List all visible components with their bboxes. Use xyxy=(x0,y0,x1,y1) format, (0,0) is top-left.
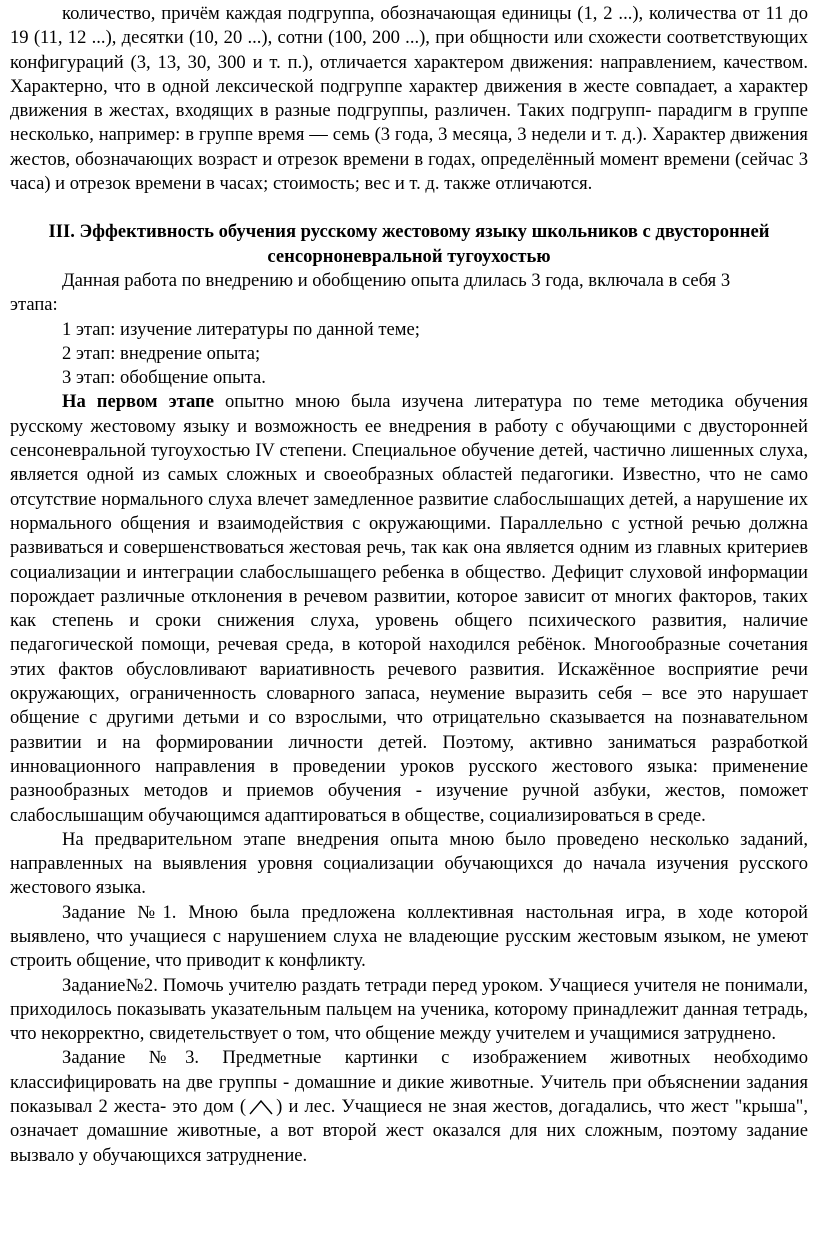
stage-item-3: 3 этап: обобщение опыта. xyxy=(62,367,266,389)
first-stage-lead: На первом этапе xyxy=(62,391,214,413)
first-stage-text: опытно мною была изучена литература по теме методика обучения русскому жестовому языку и возможность ее внедрения в работу с обучающими с двусторонней сенсоневральной тугоухостью IV степени. Специальное обучение детей, частично лишенных слуха, является одной из самых сложных и своеобразных областей педагогики. Известно, что не само отсутствие нормального слуха влечет замедленное развитие слабослышащих детей, а нарушение их нормального общения и взаимодействия с окружающими. Параллельно с устной речью должна развиваться и совершенствоваться жестовая речь, так как она является одним из главных критериев социализации и интеграции слабослышащего ребенка в общество. Дефицит слуховой информации порождает различные отклонения в речевом развитии, которое зависит от многих факторов, таких как степень и сроки снижения слуха, уровень общего психического развития, наличие педагогической помощи, речевая среда, в которой находился ребёнок. Многообразные сочетания этих фактов обусловливают вариативность речевого развития. Искажённое восприятие речи окружающих, ограниченность словарного запаса, неумение выразить себя – все это нарушает общение с другими детьми и со взрослыми, что отрицательно сказывается на познавательном развитии и на формировании личности детей. Поэтому, активно заниматься разработкой инновационного направления в проведении уроков русского жестового языка: применение разнообразных методов и приемов обучения - изучение ручной азбуки, жестов, поможет слабослышащим обучающимся адаптироваться в обществе, социализироваться в среде. xyxy=(10,391,808,826)
task-3-text-after: ) и лес. Учащиеся не зная жестов, догадались, что жест "крыша", означает домашние животные, а вот второй жест оказался для них сложным, поэтому задание вызвало у обучающихся затруднение. xyxy=(10,1096,808,1166)
section-heading: III. Эффективность обучения русскому жестовому языку школьников с двусторонней сенсорноневральной тугоухостью xyxy=(48,221,770,267)
continuation-paragraph: количество, причём каждая подгруппа, обозначающая единицы (1, 2 ...), количества от 11 до 19 (11, 12 ...), десятки (10, 20 ...), сотни (100, 200 ...), при общности или схожести соответствующих конфигураций (3, 13, 30, 300 и т. п.), отличается характером движения: направлением, качеством. Характерно, что в одной лексической подгруппе характер движения в жесте совпадает, а характер движения в жестах, входящих в разные подгруппы, различен. Таких подгрупп- парадигм в группе несколько, например: в группе время — семь (3 года, 3 месяца, 3 недели и т. д.). Характер движения жестов, обозначающих возраст и отрезок времени в годах, определённый момент времени (сейчас 3 часа) и отрезок времени в часах; стоимость; вес и т. д. также отличаются. xyxy=(10,3,808,195)
task-3-text-before: Задание №3. Предметные картинки с изображением животных необходимо классифицировать на две группы - домашние и дикие животные. Учитель при объяснении задания показывал 2 жеста- это дом ( xyxy=(10,1047,808,1118)
task-3-paragraph xyxy=(10,1046,808,1167)
roof-gesture-icon xyxy=(246,1097,276,1115)
task-2-paragraph: Задание№2. Помочь учителю раздать тетради перед уроком. Учащиеся учителя не понимали, приходилось показывать указательным пальцем на ученика, которому принадлежит данная тетрадь, что некорректно, свидетельствует о том, что общение между учителем и учащимися затруднено. xyxy=(10,974,808,1045)
first-stage-paragraph xyxy=(10,390,808,827)
stage-item-1: 1 этап: изучение литературы по данной теме; xyxy=(62,318,420,340)
stage-item-2: 2 этап: внедрение опыта; xyxy=(62,342,261,364)
intro-line-2: этапа: xyxy=(10,294,58,316)
preliminary-paragraph: На предварительном этапе внедрения опыта мною было проведено несколько заданий, направленных на выявления уровня социализации обучающихся до начала изучения русского жестового языка. xyxy=(10,828,808,899)
intro-line-1: Данная работа по внедрению и обобщению опыта длилась 3 года, включала в себя 3 xyxy=(62,269,731,291)
task-1-paragraph: Задание №1. Мною была предложена коллективная настольная игра, в ходе которой выявлено, что учащиеся с нарушением слуха не владеющие русским жестовым языком, не умеют строить общение, что приводит к конфликту. xyxy=(10,901,808,972)
